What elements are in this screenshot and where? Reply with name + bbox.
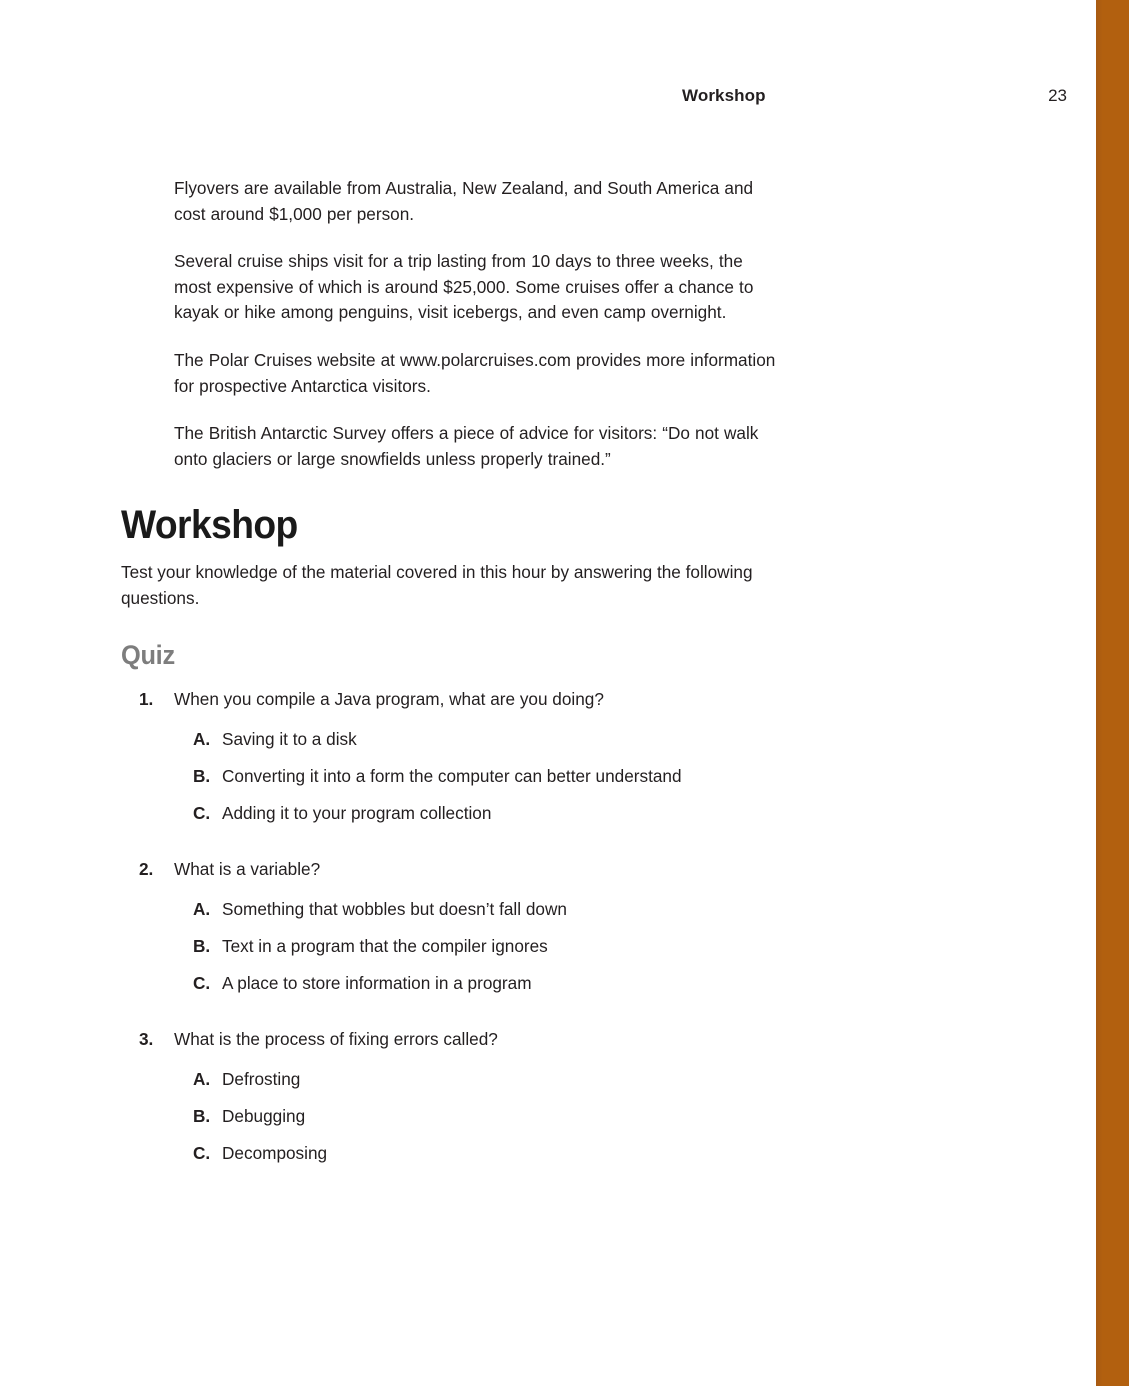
quiz-answer-3c-text: Decomposing bbox=[222, 1143, 328, 1163]
running-header-title: Workshop bbox=[682, 86, 766, 105]
quiz-answer-2c bbox=[0, 970, 1000, 996]
chapter-edge-tab-fill bbox=[1096, 0, 1129, 1386]
quiz-question-1-line bbox=[0, 686, 1000, 712]
quiz-answer-3a bbox=[0, 1066, 1000, 1092]
quiz-answer-2b bbox=[0, 933, 1000, 959]
quiz-answer-1b bbox=[0, 763, 1000, 789]
quiz-answer-3b-text: Debugging bbox=[222, 1106, 306, 1126]
quiz-question-3-line bbox=[0, 1026, 1000, 1052]
quiz-question-2-text: What is a variable? bbox=[174, 859, 321, 879]
quiz-answer-2b-letter: B. bbox=[193, 936, 211, 956]
quiz-answer-2a-text: Something that wobbles but doesn’t fall down bbox=[222, 899, 567, 919]
quiz-answer-3b-letter: B. bbox=[193, 1106, 211, 1126]
quiz-question-list bbox=[0, 686, 1000, 1166]
page-number: 23 bbox=[1048, 86, 1067, 105]
quiz-question-2-line bbox=[0, 856, 1000, 882]
quiz-answer-1b-text: Converting it into a form the computer can better understand bbox=[222, 766, 682, 786]
quiz-answer-3a-text: Defrosting bbox=[222, 1069, 301, 1089]
quiz-answer-1c bbox=[0, 800, 1000, 826]
quiz-answer-1a-text: Saving it to a disk bbox=[222, 729, 357, 749]
quiz-question-3-text: What is the process of fixing errors called? bbox=[174, 1029, 498, 1049]
section-intro bbox=[121, 560, 781, 611]
quiz-question-1-text: When you compile a Java program, what are you doing? bbox=[174, 689, 604, 709]
quiz-answer-1a bbox=[0, 726, 1000, 752]
quiz-answer-2c-letter: C. bbox=[193, 973, 211, 993]
quiz-answer-2a bbox=[0, 896, 1000, 922]
quiz-answer-2a-letter: A. bbox=[193, 899, 211, 919]
quiz-question-2 bbox=[0, 856, 1000, 996]
section-intro-text: Test your knowledge of the material covered in this hour by answering the following questions. bbox=[121, 562, 753, 608]
quiz-question-3-answers bbox=[0, 1066, 1000, 1166]
quiz-question-3 bbox=[0, 1026, 1000, 1166]
quiz-question-1-number: 1. bbox=[139, 689, 154, 709]
quiz-answer-1b-letter: B. bbox=[193, 766, 211, 786]
quiz-answer-2c-text: A place to store information in a program bbox=[222, 973, 532, 993]
quiz-answer-1a-letter: A. bbox=[193, 729, 211, 749]
chapter-edge-tab bbox=[1096, 0, 1129, 1386]
quiz-question-2-number: 2. bbox=[139, 859, 154, 879]
quiz-answer-3a-letter: A. bbox=[193, 1069, 211, 1089]
quiz-question-1-answers bbox=[0, 726, 1000, 826]
quiz-answer-3c bbox=[0, 1140, 1000, 1166]
paragraph-polar-cruises-website: The Polar Cruises website at www.polarcruises.com provides more information for prospective Antarctica visitors. bbox=[174, 349, 776, 396]
body-paragraphs bbox=[174, 176, 780, 472]
quiz-answer-3b bbox=[0, 1103, 1000, 1129]
quiz-question-3-number: 3. bbox=[139, 1029, 154, 1049]
paragraph-flyovers: Flyovers are available from Australia, New Zealand, and South America and cost around $1,000 per person. bbox=[174, 178, 754, 224]
quiz-answer-1c-letter: C. bbox=[193, 803, 211, 823]
paragraph-british-antarctic-survey: The British Antarctic Survey offers a piece of advice for visitors: “Do not walk onto glaciers or large snowfields unless properly trained.” bbox=[174, 423, 759, 469]
subsection-heading-quiz: Quiz bbox=[121, 640, 175, 670]
quiz-answer-1c-text: Adding it to your program collection bbox=[222, 803, 492, 823]
quiz-question-2-answers bbox=[0, 896, 1000, 996]
paragraph-cruise-ships: Several cruise ships visit for a trip lasting from 10 days to three weeks, the most expensive of which is around $25,000. Some cruises offer a chance to kayak or hike among penguins, visit icebergs, and even camp overnight. bbox=[174, 251, 754, 323]
section-heading-workshop: Workshop bbox=[121, 503, 298, 547]
quiz-answer-2b-text: Text in a program that the compiler ignores bbox=[222, 936, 548, 956]
quiz-answer-3c-letter: C. bbox=[193, 1143, 211, 1163]
quiz-question-1 bbox=[0, 686, 1000, 826]
